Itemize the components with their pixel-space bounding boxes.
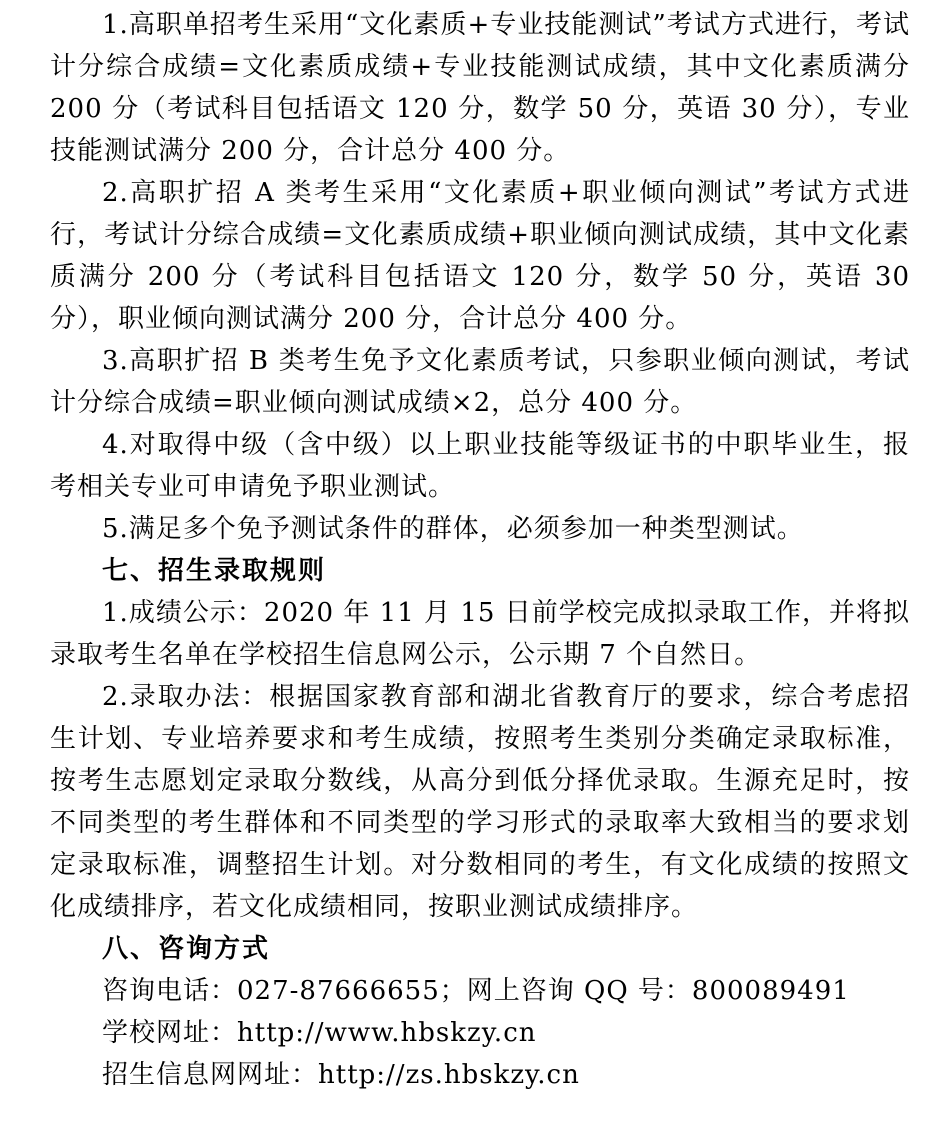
school-website-line: 学校网址：http://www.hbskzy.cn bbox=[102, 1018, 537, 1048]
exam-rule-4: 4.对取得中级（含中级）以上职业技能等级证书的中职毕业生，报考相关专业可申请免予职业测试。 bbox=[50, 430, 910, 502]
exam-rule-5: 5.满足多个免予测试条件的群体，必须参加一种类型测试。 bbox=[102, 514, 804, 544]
exam-rule-1: 1.高职单招考生采用“文化素质+专业技能测试”考试方式进行，考试计分综合成绩=文化素质成绩+专业技能测试成绩，其中文化素质满分 200 分（考试科目包括语文 120 分，数学 50 分，英语 30 分），专业技能测试满分 200 分，合计总分 400 分。 bbox=[50, 10, 910, 166]
exam-rule-2: 2.高职扩招 A 类考生采用“文化素质+职业倾向测试”考试方式进行，考试计分综合成绩=文化素质成绩+职业倾向测试成绩，其中文化素质满分 200 分（考试科目包括语文 120 分，数学 50 分，英语 30 分），职业倾向测试满分 200 分，合计总分 400 分。 bbox=[50, 178, 910, 334]
section-heading-contact: 八、咨询方式 bbox=[102, 934, 271, 964]
contact-phone-line: 咨询电话：027-87666655；网上咨询 QQ 号：800089491 bbox=[102, 976, 850, 1006]
section-heading-admission-rules: 七、招生录取规则 bbox=[102, 556, 327, 586]
admission-rule-1: 1.成绩公示：2020 年 11 月 15 日前学校完成拟录取工作，并将拟录取考生名单在学校招生信息网公示，公示期 7 个自然日。 bbox=[50, 598, 910, 670]
admissions-website-line: 招生信息网网址：http://zs.hbskzy.cn bbox=[102, 1060, 580, 1090]
admission-rule-2: 2.录取办法：根据国家教育部和湖北省教育厅的要求，综合考虑招生计划、专业培养要求和考生成绩，按照考生类别分类确定录取标准，按考生志愿划定录取分数线，从高分到低分择优录取。生源充足时，按不同类型的考生群体和不同类型的学习形式的录取率大致相当的要求划定录取标准，调整招生计划。对分数相同的考生，有文化成绩的按照文化成绩排序，若文化成绩相同，按职业测试成绩排序。 bbox=[50, 682, 910, 922]
exam-rule-3: 3.高职扩招 B 类考生免予文化素质考试，只参职业倾向测试，考试计分综合成绩=职业倾向测试成绩×2，总分 400 分。 bbox=[50, 346, 910, 418]
